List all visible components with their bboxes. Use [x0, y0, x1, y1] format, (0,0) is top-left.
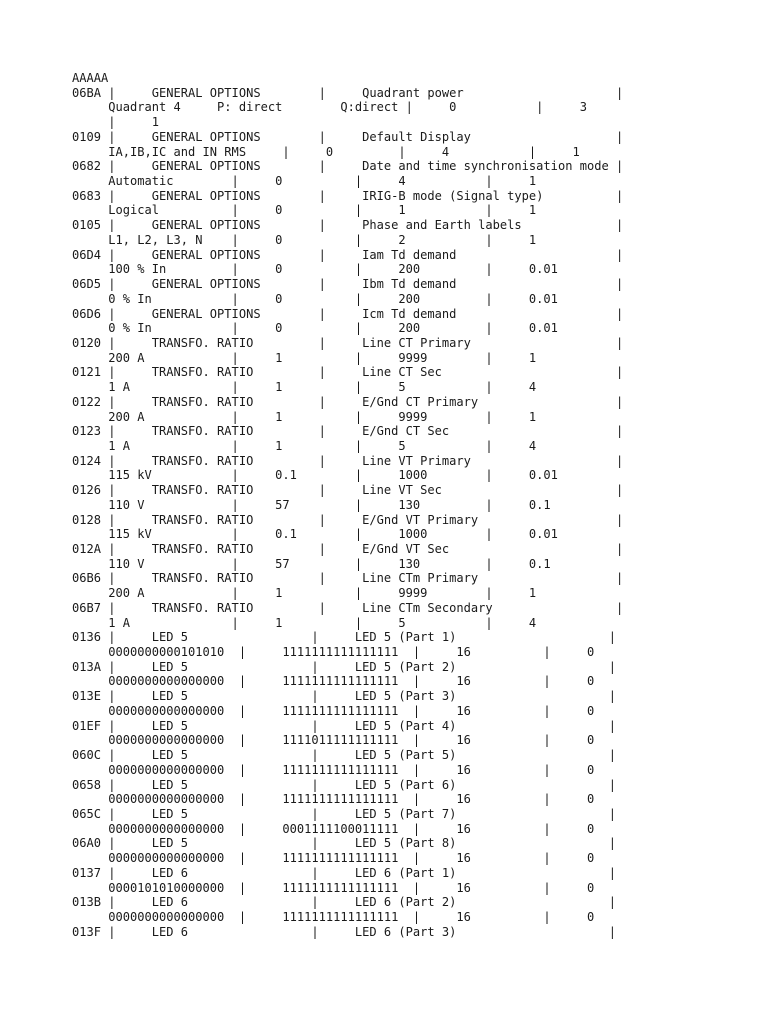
document-line: 0683 | GENERAL OPTIONS | IRIG-B mode (Signal type) | [72, 188, 624, 203]
document-line: 013F | LED 6 | LED 6 (Part 3) | [72, 924, 616, 939]
document-line: 0000000000000000 | 0001111100011111 | 16 | 0 [72, 821, 595, 836]
document-line: 0124 | TRANSFO. RATIO | Line VT Primary | [72, 453, 624, 468]
document-page [72, 71, 762, 939]
document-line: 0000000000000000 | 1111011111111111 | 16 | 0 [72, 733, 595, 748]
document-line: 1 A | 1 | 5 | 4 [72, 615, 537, 630]
document-line: 0121 | TRANSFO. RATIO | Line CT Sec | [72, 365, 624, 380]
document-line: 0000000000000000 | 1111111111111111 | 16 | 0 [72, 674, 595, 689]
document-line: 0000000000101010 | 1111111111111111 | 16 | 0 [72, 645, 595, 660]
document-line: 0122 | TRANSFO. RATIO | E/Gnd CT Primary | [72, 394, 624, 409]
document-line: 1 A | 1 | 5 | 4 [72, 438, 537, 453]
document-line: 0128 | TRANSFO. RATIO | E/Gnd VT Primary | [72, 512, 624, 527]
document-line: 012A | TRANSFO. RATIO | E/Gnd VT Sec | [72, 542, 624, 556]
document-line: | 1 [72, 115, 160, 130]
document-line: 06A0 | LED 5 | LED 5 (Part 8) | [72, 836, 616, 851]
document-line: 013B | LED 6 | LED 6 (Part 2) | [72, 895, 616, 910]
document-line: 200 A | 1 | 9999 | 1 [72, 350, 537, 365]
document-line: 0000101010000000 | 1111111111111111 | 16 | 0 [72, 880, 595, 895]
document-line: 0682 | GENERAL OPTIONS | Date and time synchronisation mode | [72, 159, 624, 174]
document-line: 013A | LED 5 | LED 5 (Part 2) | [72, 659, 616, 674]
document-line: 0000000000000000 | 1111111111111111 | 16 | 0 [72, 909, 595, 924]
document-line: 0120 | TRANSFO. RATIO | Line CT Primary | [72, 335, 624, 350]
document-line: 0105 | GENERAL OPTIONS | Phase and Earth labels | [72, 218, 624, 233]
document-line: 100 % In | 0 | 200 | 0.01 [72, 262, 558, 277]
document-line: 0126 | TRANSFO. RATIO | Line VT Sec | [72, 483, 624, 498]
document-line: Automatic | 0 | 4 | 1 [72, 174, 537, 189]
document-line: 1 A | 1 | 5 | 4 [72, 380, 537, 395]
document-line: 115 kV | 0.1 | 1000 | 0.01 [72, 468, 558, 483]
document-line: 0658 | LED 5 | LED 5 (Part 6) | [72, 777, 616, 792]
document-line: 065C | LED 5 | LED 5 (Part 7) | [72, 806, 616, 821]
document-line: 115 kV | 0.1 | 1000 | 0.01 [72, 527, 558, 542]
document-line: Quadrant 4 P: direct Q:direct | 0 | 3 [72, 100, 587, 115]
document-line: 06D4 | GENERAL OPTIONS | Iam Td demand | [72, 247, 624, 262]
document-line: 06D6 | GENERAL OPTIONS | Icm Td demand | [72, 306, 624, 321]
document-line: IA,IB,IC and IN RMS | 0 | 4 | 1 [72, 144, 580, 159]
document-line: 06B6 | TRANSFO. RATIO | Line CTm Primary | [72, 571, 624, 586]
document-body [72, 71, 762, 939]
document-line: Logical | 0 | 1 | 1 [72, 203, 537, 218]
document-line: 06BA | GENERAL OPTIONS | Quadrant power | [72, 85, 624, 100]
document-line: 200 A | 1 | 9999 | 1 [72, 586, 537, 601]
document-line: 0123 | TRANSFO. RATIO | E/Gnd CT Sec | [72, 424, 624, 439]
document-line: 06D5 | GENERAL OPTIONS | Ibm Td demand | [72, 277, 624, 292]
document-line: 0109 | GENERAL OPTIONS | Default Display | [72, 129, 624, 144]
document-line: 0000000000000000 | 1111111111111111 | 16 | 0 [72, 792, 595, 807]
document-line: 0137 | LED 6 | LED 6 (Part 1) | [72, 865, 616, 880]
document-line: 01EF | LED 5 | LED 5 (Part 4) | [72, 718, 616, 733]
document-line: 060C | LED 5 | LED 5 (Part 5) | [72, 748, 616, 763]
document-line: 0000000000000000 | 1111111111111111 | 16 | 0 [72, 762, 595, 777]
document-line: 013E | LED 5 | LED 5 (Part 3) | [72, 689, 616, 704]
document-line: 0 % In | 0 | 200 | 0.01 [72, 321, 558, 336]
document-line: 0000000000000000 | 1111111111111111 | 16 | 0 [72, 851, 595, 866]
document-line: 0136 | LED 5 | LED 5 (Part 1) | [72, 630, 616, 645]
document-line: 200 A | 1 | 9999 | 1 [72, 409, 537, 424]
document-line: 110 V | 57 | 130 | 0.1 [72, 497, 551, 512]
document-header-line: AAAAA [72, 71, 109, 85]
document-line: 0000000000000000 | 1111111111111111 | 16 | 0 [72, 703, 595, 718]
document-line: 0 % In | 0 | 200 | 0.01 [72, 291, 558, 306]
document-line: 06B7 | TRANSFO. RATIO | Line CTm Secondary | [72, 600, 624, 615]
document-line: L1, L2, L3, N | 0 | 2 | 1 [72, 232, 537, 247]
document-line: 110 V | 57 | 130 | 0.1 [72, 556, 551, 571]
